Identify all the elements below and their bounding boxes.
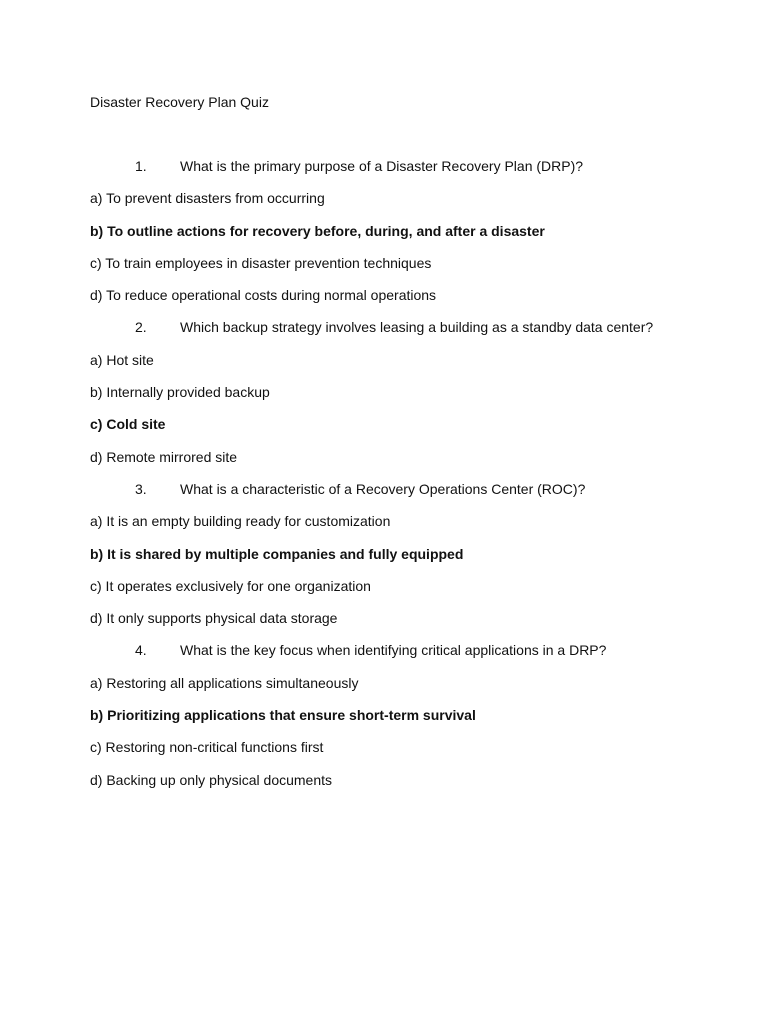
- option-1d: d) To reduce operational costs during normal operations: [90, 287, 437, 304]
- option-4b-correct-answer: b) Prioritizing applications that ensure short-term survival: [90, 707, 476, 724]
- question-2: [0, 318, 768, 350]
- question-text: What is the key focus when identifying critical applications in a DRP?: [180, 642, 607, 659]
- option-1c: c) To train employees in disaster prevention techniques: [90, 254, 432, 271]
- option-3b-correct-answer: b) It is shared by multiple companies and fully equipped: [90, 545, 464, 562]
- option-2a: a) Hot site: [90, 351, 154, 368]
- quiz-body: [0, 157, 768, 803]
- option-2c-correct-answer: c) Cold site: [90, 416, 166, 433]
- question-4: [0, 641, 768, 673]
- question-text: Which backup strategy involves leasing a building as a standby data center?: [180, 319, 654, 336]
- option-3d: d) It only supports physical data storage: [90, 610, 338, 627]
- option-4a: a) Restoring all applications simultaneously: [90, 674, 359, 691]
- option-2d: d) Remote mirrored site: [90, 448, 238, 465]
- option-4c: c) Restoring non-critical functions first: [90, 739, 324, 756]
- question-number: 1.: [135, 158, 147, 174]
- option-4d: d) Backing up only physical documents: [90, 771, 333, 788]
- question-1: [0, 157, 768, 189]
- question-text: What is the primary purpose of a Disaster Recovery Plan (DRP)?: [180, 158, 584, 174]
- question-number: 4.: [135, 642, 147, 659]
- question-3: [0, 480, 768, 512]
- option-3a: a) It is an empty building ready for customization: [90, 513, 391, 530]
- question-number: 3.: [135, 480, 147, 497]
- option-2b: b) Internally provided backup: [90, 384, 270, 401]
- option-1b-correct-answer: b) To outline actions for recovery before, during, and after a disaster: [90, 222, 545, 239]
- option-3c: c) It operates exclusively for one organization: [90, 577, 371, 594]
- document-title: Disaster Recovery Plan Quiz: [90, 94, 269, 110]
- question-text: What is a characteristic of a Recovery Operations Center (ROC)?: [180, 480, 586, 497]
- question-number: 2.: [135, 319, 147, 336]
- option-1a: a) To prevent disasters from occurring: [90, 190, 325, 207]
